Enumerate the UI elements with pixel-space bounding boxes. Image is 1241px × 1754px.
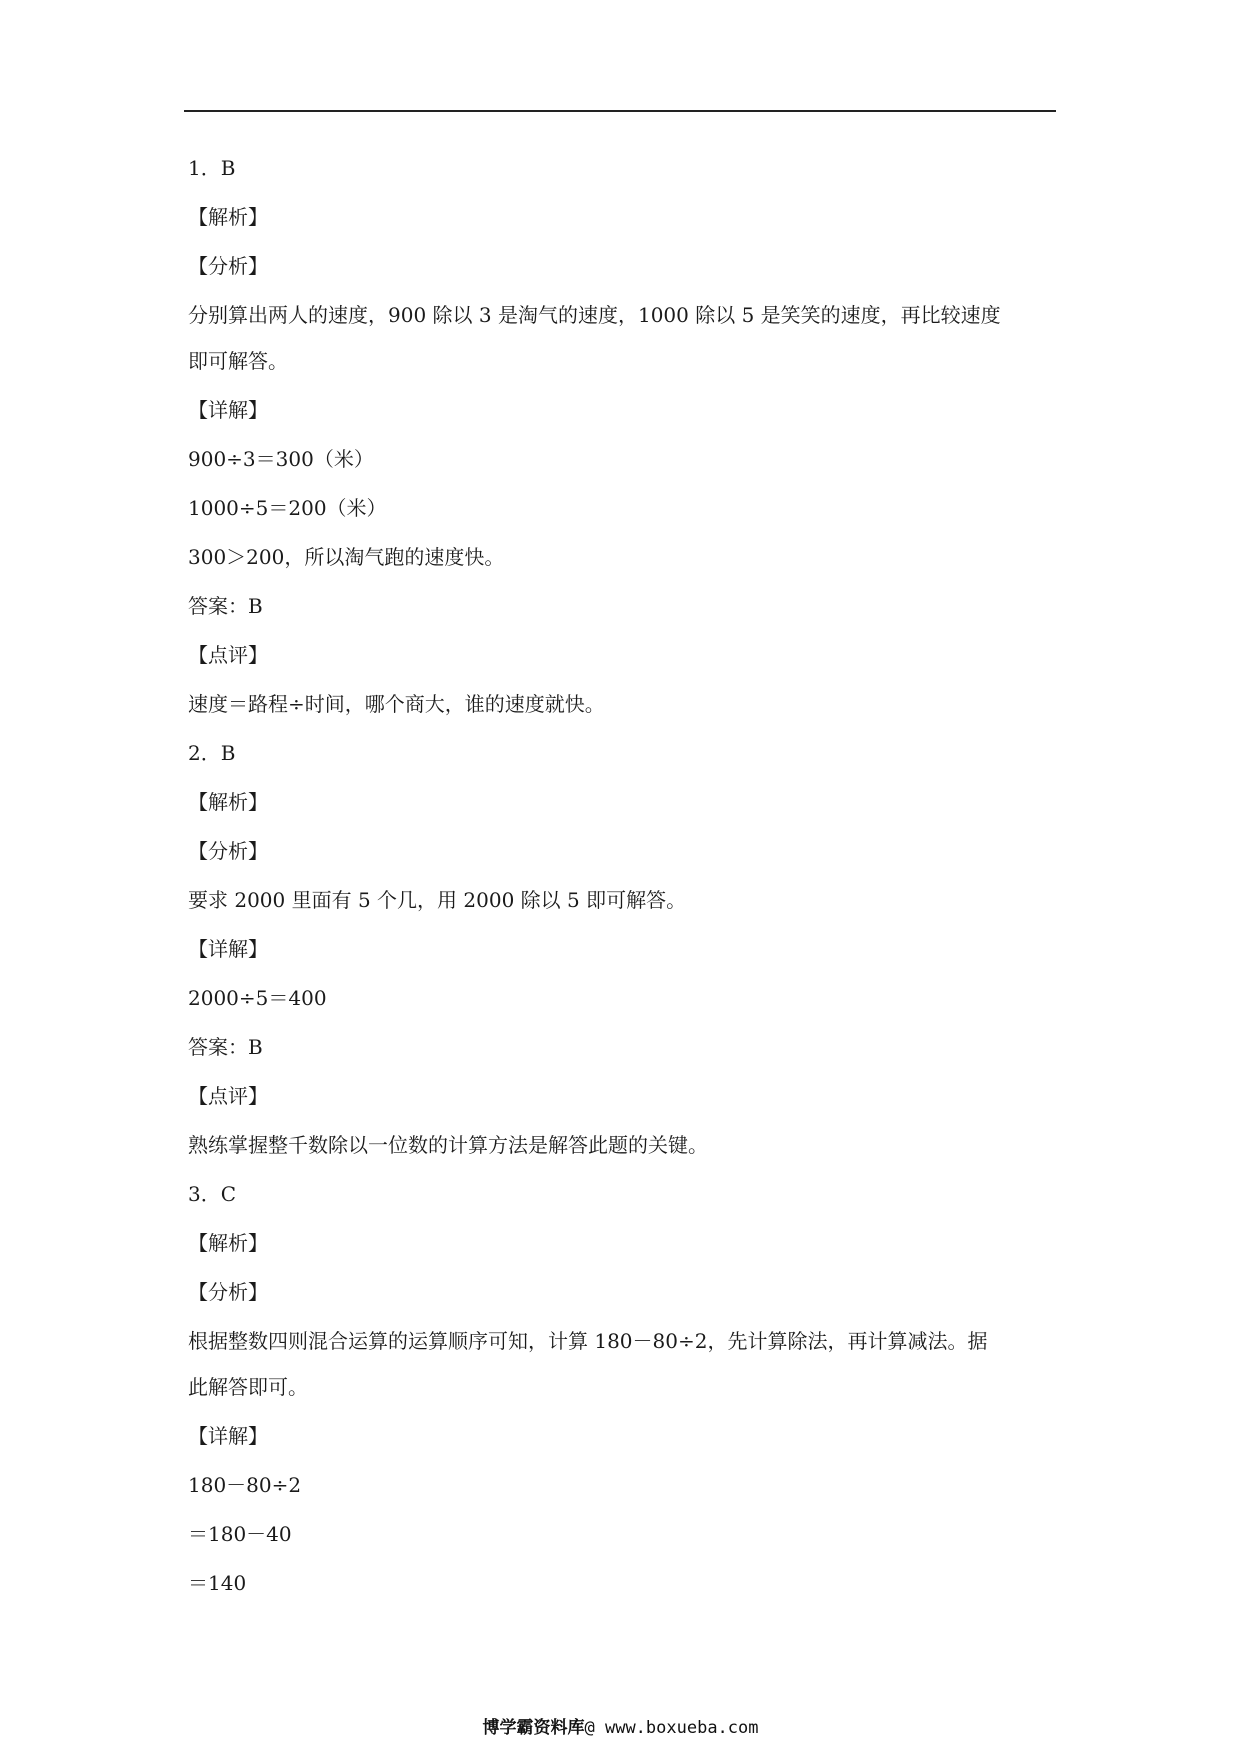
section-xiangjie: 【详解】 — [188, 937, 268, 961]
comment-text: 速度＝路程÷时间，哪个商大，谁的速度就快。 — [188, 692, 605, 716]
answer-line: 答案：B — [188, 1035, 263, 1059]
analysis-text: 要求 2000 里面有 5 个几，用 2000 除以 5 即可解答。 — [188, 888, 687, 912]
section-jiexi: 【解析】 — [188, 205, 268, 229]
section-xiangjie: 【详解】 — [188, 1424, 268, 1448]
section-fenxi: 【分析】 — [188, 254, 268, 278]
answer-line: 答案：B — [188, 594, 263, 618]
analysis-text-cont: 此解答即可。 — [188, 1375, 308, 1399]
calc-line: 2000÷5＝400 — [188, 986, 327, 1010]
section-fenxi: 【分析】 — [188, 1280, 268, 1304]
document-body — [188, 156, 1058, 1620]
header-rule — [184, 110, 1056, 112]
page-footer — [0, 1718, 1241, 1738]
footer-brand: 博学霸资料库 — [482, 1718, 585, 1738]
analysis-text: 分别算出两人的速度，900 除以 3 是淘气的速度，1000 除以 5 是笑笑的速度，再比较速度 — [188, 303, 1001, 327]
section-dianping: 【点评】 — [188, 1084, 268, 1108]
answer-3-heading: 3．C — [188, 1182, 237, 1206]
analysis-text-cont: 即可解答。 — [188, 349, 288, 373]
section-xiangjie: 【详解】 — [188, 398, 268, 422]
calc-line: ＝180－40 — [188, 1522, 292, 1546]
comment-text: 熟练掌握整千数除以一位数的计算方法是解答此题的关键。 — [188, 1133, 708, 1157]
calc-line: 1000÷5＝200（米） — [188, 496, 387, 520]
answer-2-heading: 2．B — [188, 741, 236, 765]
footer-site-link[interactable]: @ www.boxueba.com — [584, 1718, 759, 1738]
section-fenxi: 【分析】 — [188, 839, 268, 863]
section-dianping: 【点评】 — [188, 643, 268, 667]
answer-1-heading: 1．B — [188, 156, 236, 180]
conclusion-line: 300＞200，所以淘气跑的速度快。 — [188, 545, 505, 569]
calc-line: ＝140 — [188, 1571, 247, 1595]
section-jiexi: 【解析】 — [188, 1231, 268, 1255]
section-jiexi: 【解析】 — [188, 790, 268, 814]
calc-line: 900÷3＝300（米） — [188, 447, 374, 471]
calc-line: 180－80÷2 — [188, 1473, 302, 1497]
analysis-text: 根据整数四则混合运算的运算顺序可知，计算 180－80÷2，先计算除法，再计算减法。据 — [188, 1329, 988, 1353]
